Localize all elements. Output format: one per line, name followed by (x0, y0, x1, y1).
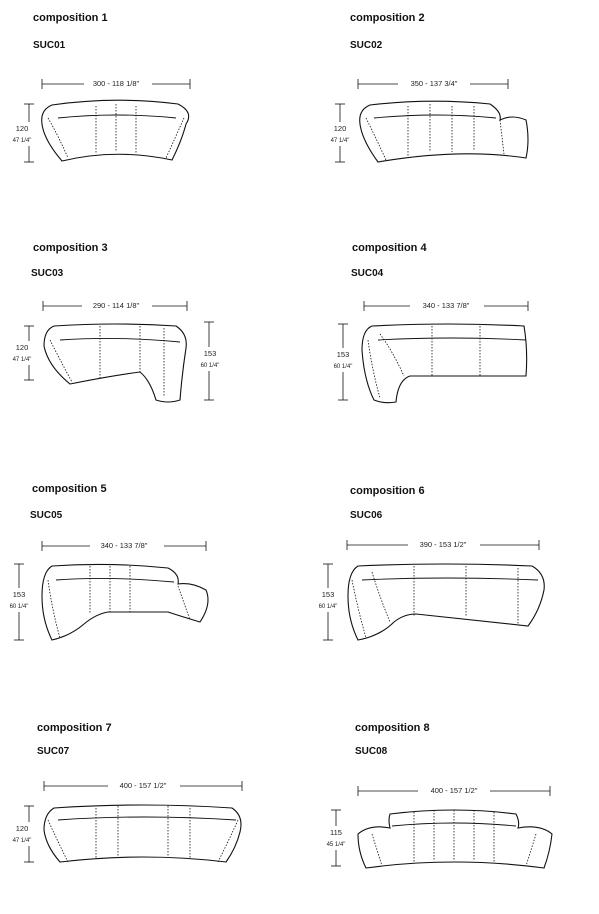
depth-inches: 47 1/4" (330, 138, 350, 144)
composition-title: composition 1 (33, 12, 108, 24)
depth-dimension: 120 (15, 124, 29, 133)
sofa-outline (358, 810, 552, 868)
depth-dimension: 153 (336, 350, 350, 359)
width-dimension: 340 - 133 7/8" (100, 541, 148, 550)
composition-code: SUC08 (355, 746, 388, 757)
depth-inches: 47 1/4" (12, 838, 32, 844)
depth-dimension: 120 (15, 824, 29, 833)
width-dimension: 400 - 157 1/2" (430, 786, 478, 795)
depth-dimension: 120 (333, 124, 347, 133)
depth-dimension: 153 (321, 590, 335, 599)
composition-title: composition 2 (350, 12, 425, 24)
width-dimension: 400 - 157 1/2" (119, 781, 167, 790)
width-dimension: 350 - 137 3/4" (410, 79, 458, 88)
composition-title: composition 8 (355, 722, 430, 734)
composition-title: composition 7 (37, 722, 112, 734)
composition-title: composition 4 (352, 242, 427, 254)
composition-title: composition 3 (33, 242, 108, 254)
width-dimension: 290 - 114 1/8" (92, 301, 140, 310)
composition-code: SUC03 (31, 268, 64, 279)
width-dimension: 300 - 118 1/8" (92, 79, 140, 88)
depth-inches: 45 1/4" (326, 842, 346, 848)
composition-code: SUC06 (350, 510, 383, 521)
composition-title: composition 5 (32, 483, 107, 495)
composition-code: SUC02 (350, 40, 383, 51)
depth-inches: 60 1/4" (9, 604, 29, 610)
depth-dimension: 115 (330, 828, 342, 837)
depth-dimension-2: 153 (203, 349, 217, 358)
composition-code: SUC04 (351, 268, 384, 279)
width-dimension: 340 - 133 7/8" (422, 301, 470, 310)
depth-inches: 47 1/4" (12, 138, 32, 144)
composition-code: SUC07 (37, 746, 70, 757)
depth-inches: 47 1/4" (12, 357, 32, 363)
depth-inches: 60 1/4" (333, 364, 353, 370)
composition-code: SUC05 (30, 510, 63, 521)
depth-inches: 60 1/4" (318, 604, 338, 610)
composition-code: SUC01 (33, 40, 66, 51)
depth-dimension: 153 (12, 590, 26, 599)
width-dimension: 390 - 153 1/2" (419, 540, 467, 549)
depth-inches-2: 60 1/4" (200, 363, 220, 369)
composition-title: composition 6 (350, 485, 425, 497)
depth-dimension: 120 (15, 343, 29, 352)
